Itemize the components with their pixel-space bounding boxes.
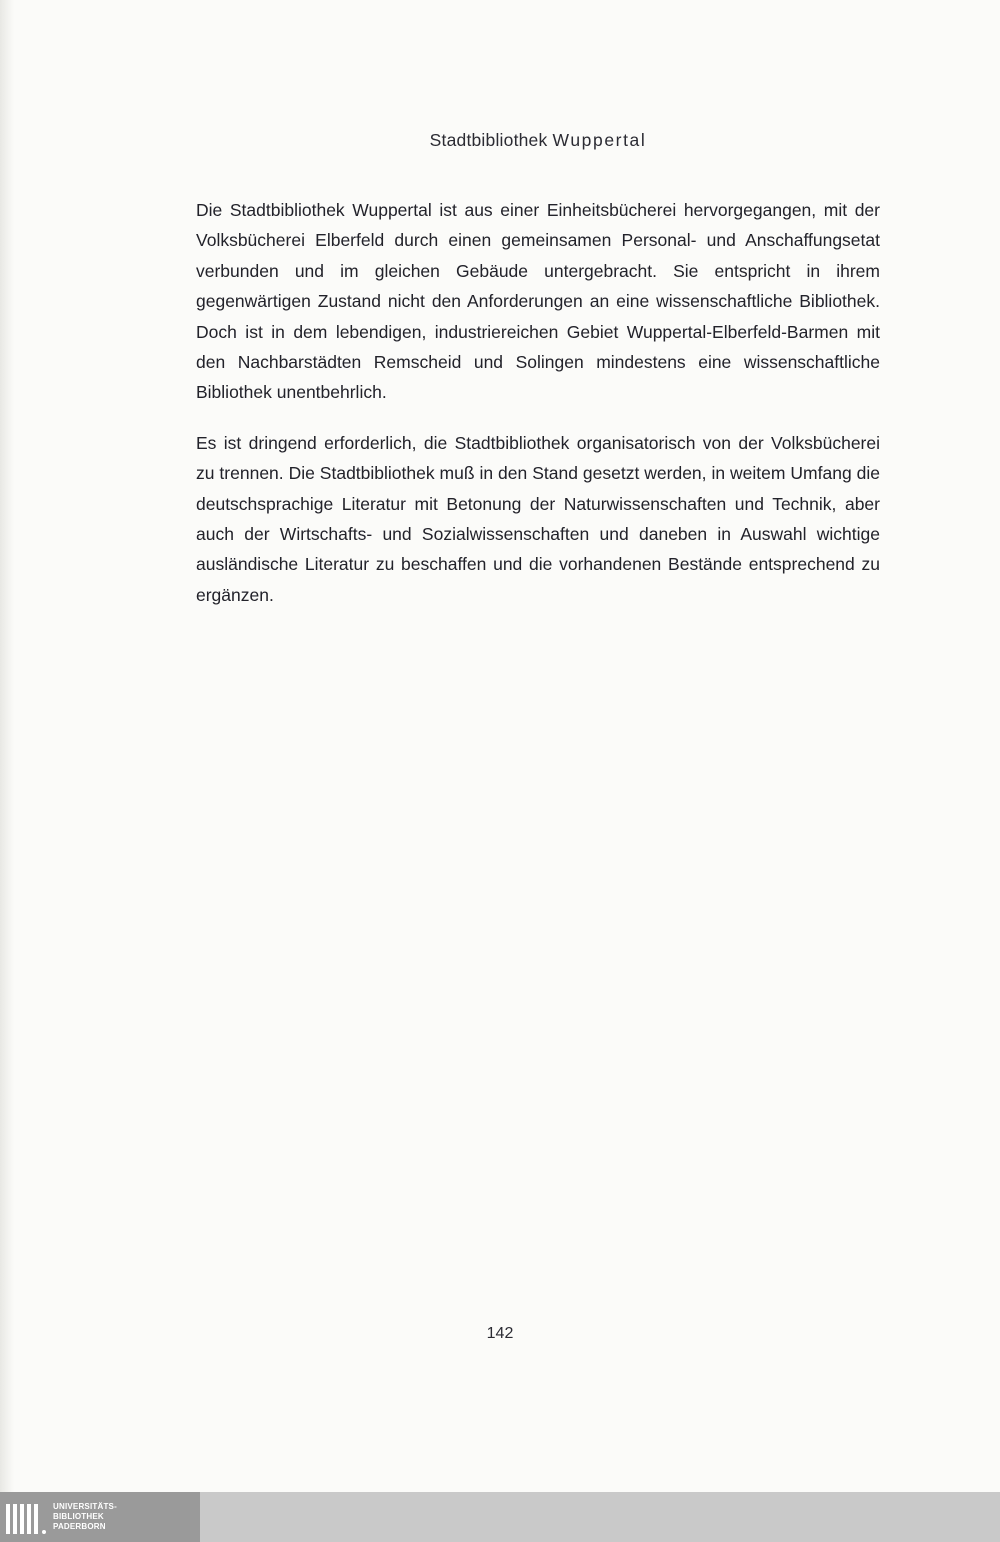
- body-paragraph: Es ist dringend erforderlich, die Stadtbibliothek organisatorisch von der Volksbücherei zu trennen. Die Stadtbibliothek muß in den Stand gesetzt werden, in weitem Umfang die deutschsprachige Literatur mit Betonung der Naturwissenschaften und Technik, aber auch der Wirtschafts- und Sozialwissenschaften und daneben in Auswahl wichtige ausländische Literatur zu beschaffen und die vorhandenen Bestände entsprechend zu ergänzen.: [196, 432, 880, 605]
- library-logo-line1: UNIVERSITÄTS-: [53, 1502, 117, 1511]
- library-logo-line3: PADERBORN: [53, 1522, 106, 1531]
- page-number: 142: [486, 1325, 514, 1342]
- barcode-icon: [6, 1500, 38, 1534]
- library-logo-text: [45, 1502, 117, 1532]
- body-paragraph: Die Stadtbibliothek Wuppertal ist aus einer Einheitsbücherei hervorgegangen, mit der Volksbücherei Elberfeld durch einen gemeinsamen Personal- und Anschaffungsetat verbunden und im gleichen Gebäude untergebracht. Sie entspricht in ihrem gegenwärtigen Zustand nicht den Anforderungen an eine wissenschaftliche Bibliothek. Doch ist in dem lebendigen, industriereichen Gebiet Wuppertal-Elberfeld-Barmen mit den Nachbarstädten Remscheid und Solingen mindestens eine wissenschaftliche Bibliothek unentbehrlich.: [196, 200, 880, 403]
- page-title-main: Stadtbibliothek: [429, 130, 553, 150]
- page-title-emphasis: Wuppertal: [552, 130, 647, 150]
- page-title: [196, 130, 880, 151]
- library-logo-line2: BIBLIOTHEK: [53, 1512, 104, 1521]
- page-content: [196, 130, 880, 610]
- library-logo: [0, 1492, 200, 1542]
